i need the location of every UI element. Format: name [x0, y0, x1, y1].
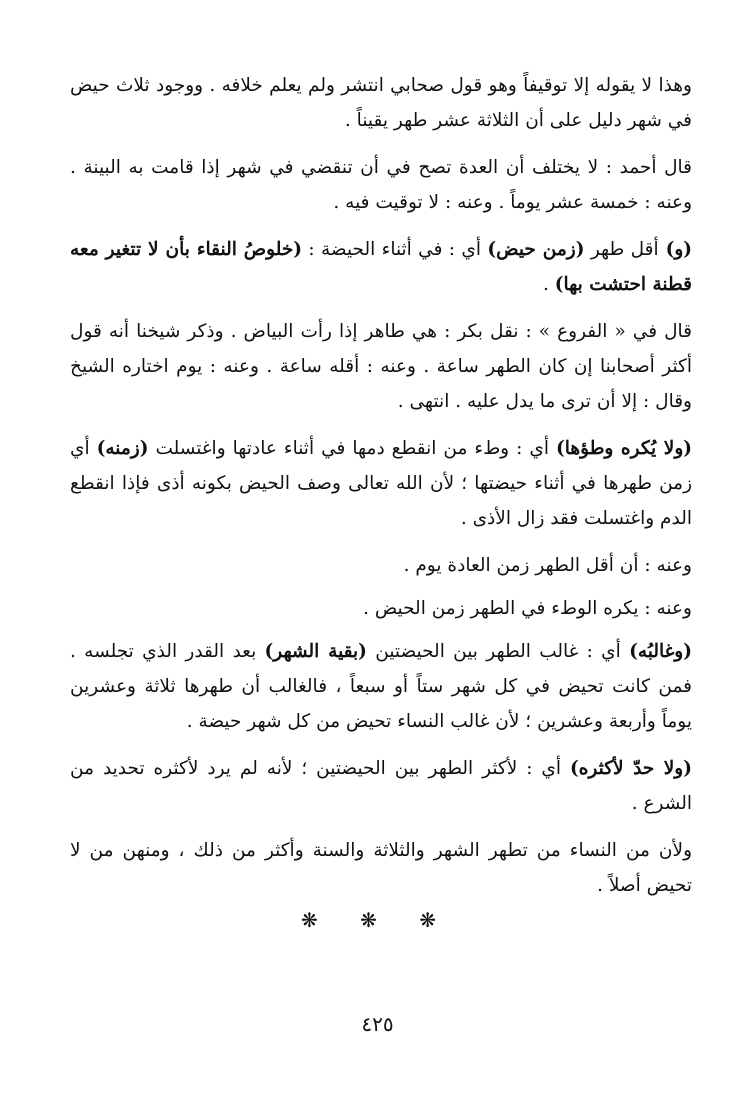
bold-span: (زمنه) — [96, 438, 149, 459]
page-number: ٤٢٥ — [361, 1012, 394, 1036]
paragraph-6 — [70, 548, 692, 583]
text-span: أي زمن طهرها في أثناء حيضتها ؛ لأن الله تعالى وصف الحيض بكونه أذى فإذا انقطع الدم واغتسلت فقد زال الأذى . — [70, 438, 692, 529]
text-span: أقل طهر — [584, 239, 659, 260]
paragraph-8 — [70, 634, 692, 739]
text-span: ولأن من النساء من تطهر الشهر والثلاثة والسنة وأكثر من ذلك ، ومنهن من لا تحيض أصلاً . — [70, 840, 692, 896]
paragraph-2 — [70, 150, 692, 220]
text-span: وعنه : يكره الوطء في الطهر زمن الحيض . — [363, 598, 692, 619]
bold-span: (خلوصُ النقاء بأن لا تتغير معه قطنة احتشت بها) — [70, 239, 692, 295]
bold-span: (ولا حدّ لأكثره) — [569, 758, 692, 779]
text-span: وعنه : أن أقل الطهر زمن العادة يوم . — [403, 555, 692, 576]
paragraph-7 — [70, 591, 692, 626]
text-span: أي : وطء من انقطع دمها في أثناء عادتها واغتسلت — [148, 438, 556, 459]
page-body — [70, 68, 692, 915]
text-span: بعد القدر الذي تجلسه . فمن كانت تحيض في كل شهر ستاً أو سبعاً ، فالغالب أن طهرها ثلاثة وعشرين يوماً وأربعة وعشرين ؛ لأن غالب النساء تحيض من كل شهر حيضة . — [70, 641, 692, 732]
bold-span: (زمن حيض) — [487, 239, 585, 260]
bold-span: (ولا يُكره وطؤها) — [556, 438, 693, 459]
paragraph-1 — [70, 68, 692, 138]
text-span: أي : لأكثر الطهر بين الحيضتين ؛ لأنه لم يرد لأكثره تحديد من الشرع . — [70, 758, 692, 814]
section-separator: ❋ ❋ ❋ — [301, 908, 454, 932]
bold-span: (و) — [658, 239, 693, 260]
paragraph-9 — [70, 751, 692, 821]
bold-span: (وغالبُه) — [629, 641, 692, 662]
bold-span: (بقية الشهر) — [264, 641, 367, 662]
paragraph-3 — [70, 232, 692, 302]
paragraph-10 — [70, 833, 692, 903]
text-span: . — [542, 274, 555, 295]
paragraph-5 — [70, 431, 692, 536]
text-span: أي : غالب الطهر بين الحيضتين — [366, 641, 630, 662]
text-span: قال في « الفروع » : نقل بكر : هي طاهر إذا رأت البياض . وذكر شيخنا أنه قول أكثر أصحابنا إن كان الطهر ساعة . وعنه : أقله ساعة . وعنه : يوم اختاره الشيخ وقال : إلا أن ترى ما يدل عليه . انتهى . — [70, 321, 692, 412]
text-span: أي : في أثناء الحيضة : — [302, 239, 488, 260]
text-span: قال أحمد : لا يختلف أن العدة تصح في أن تنقضي في شهر إذا قامت به البينة . وعنه : خمسة عشر يوماً . وعنه : لا توقيت فيه . — [70, 157, 692, 213]
paragraph-4 — [70, 314, 692, 419]
text-span: وهذا لا يقوله إلا توقيفاً وهو قول صحابي انتشر ولم يعلم خلافه . ووجود ثلاث حيض في شهر دليل على أن الثلاثة عشر طهر يقيناً . — [70, 75, 692, 131]
